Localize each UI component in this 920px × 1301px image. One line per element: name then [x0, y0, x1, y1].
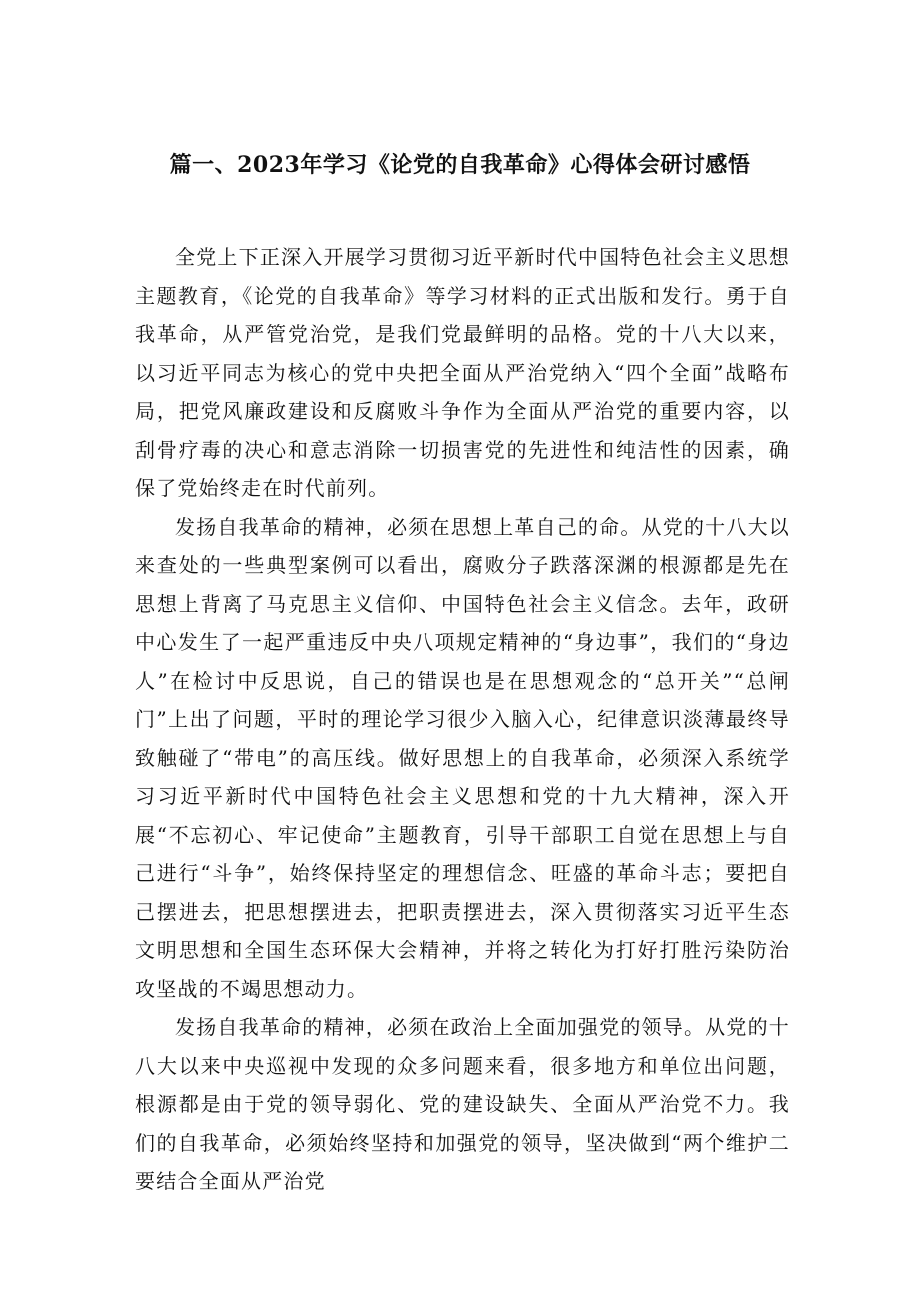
paragraph-2: 发扬自我革命的精神，必须在思想上革自己的命。从党的十八大以来查处的一些典型案例可以看出，腐败分子跌落深渊的根源都是先在思想上背离了马克思主义信仰、中国特色社会主义信念。去年，政研中心发生了一起严重违反中央八项规定精神的“身边事”，我们的“身边人”在检讨中反思说，自己的错误也是在思想观念的“总开关”“总闸门”上出了问题，平时的理论学习很少入脑入心，纪律意识淡薄最终导致触碰了“带电”的高压线。做好思想上的自我革命，必须深入系统学习习近平新时代中国特色社会主义思想和党的十九大精神，深入开展“不忘初心、牢记使命”主题教育，引导干部职工自觉在思想上与自己进行“斗争”，始终保持坚定的理想信念、旺盛的革命斗志；要把自己摆进去，把思想摆进去，把职责摆进去，深入贯彻落实习近平生态文明思想和全国生态环保大会精神，并将之转化为打好打胜污染防治攻坚战的不竭思想动力。: [135, 514, 790, 1001]
paragraph-3: 发扬自我革命的精神，必须在政治上全面加强党的领导。从党的十八大以来中央巡视中发现的众多问题来看，很多地方和单位出问题，根源都是由于党的领导弱化、党的建设缺失、全面从严治党不力。我们的自我革命，必须始终坚持和加强党的领导，坚决做到“两个维护二要结合全面从严治党: [135, 1015, 790, 1193]
document-body: [135, 238, 790, 1201]
paragraph-1: 全党上下正深入开展学习贯彻习近平新时代中国特色社会主义思想主题教育，《论党的自我革命》等学习材料的正式出版和发行。勇于自我革命，从严管党治党，是我们党最鲜明的品格。党的十八大以来，以习近平同志为核心的党中央把全面从严治党纳入“四个全面”战略布局，把党风廉政建设和反腐败斗争作为全面从严治党的重要内容，以刮骨疗毒的决心和意志消除一切损害党的先进性和纯洁性的因素，确保了党始终走在时代前列。: [135, 245, 790, 500]
document-title: 篇一、2023年学习《论党的自我革命》心得体会研讨感悟: [169, 152, 751, 178]
